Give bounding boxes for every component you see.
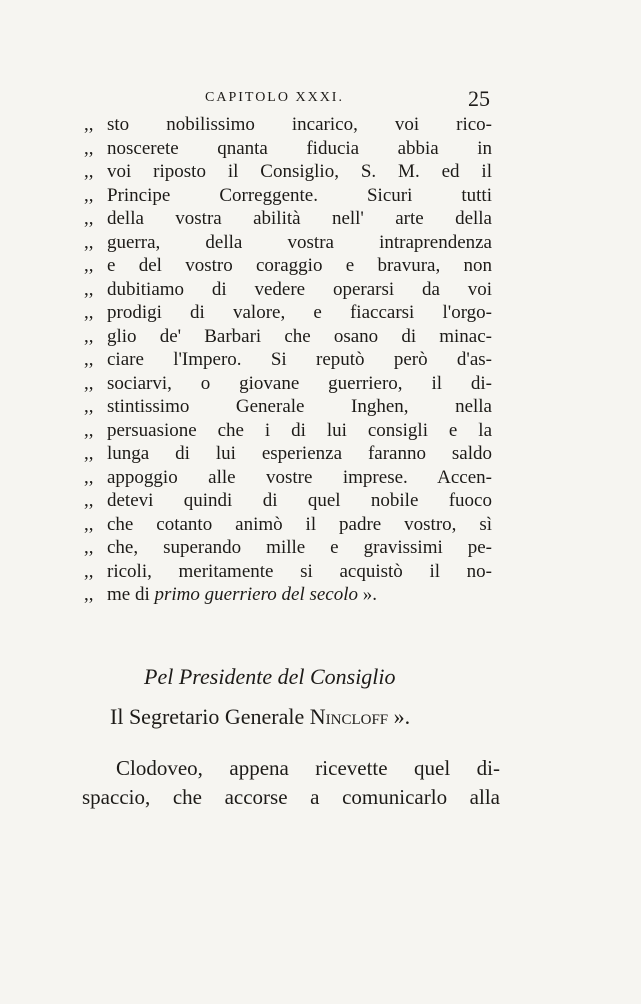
quote-line: ,, Principe Correggente. Sicuri tutti (84, 184, 492, 206)
running-header (205, 88, 490, 110)
quote-line: ,, sto nobilissimo incarico, voi rico- (84, 114, 492, 135)
quote-line: ,, persuasione che i di lui consigli e la (84, 419, 492, 441)
quote-line: ,, stintissimo Generale Inghen, nella (84, 396, 492, 417)
signature-line-2: Il Segretario Generale Nincloff ». (110, 704, 411, 729)
quote-line-last: ,, me di primo guerriero del secolo ». (84, 584, 378, 605)
body-line: spaccio, che accorse a comunicarlo alla (82, 785, 500, 809)
quoted-dispatch (84, 113, 492, 607)
page-number: 25 (468, 86, 490, 111)
quote-line: ,, ciare l'Impero. Si reputò però d'as- (84, 349, 492, 370)
signatory-name: Nincloff (309, 704, 389, 729)
quote-line: ,, voi riposto il Consiglio, S. M. ed il (84, 161, 492, 182)
quote-line: ,, appoggio alle vostre imprese. Accen- (84, 466, 492, 488)
quote-line: ,, glio de' Barbari che osano di minac- (84, 325, 492, 347)
chapter-title: CAPITOLO XXXI. (205, 90, 344, 105)
quote-line: ,, della vostra abilità nell' arte della (84, 208, 492, 229)
quote-line: ,, prodigi di valore, e fiaccarsi l'orgo- (84, 302, 492, 323)
quote-line: ,, detevi quindi di quel nobile fuoco (84, 490, 492, 511)
quote-line: ,, dubitiamo di vedere operarsi da voi (84, 278, 492, 300)
italic-phrase: primo guerriero del secolo (154, 584, 359, 605)
signature-line-1: Pel Presidente del Consiglio (144, 664, 396, 689)
quote-line: ,, che cotanto animò il padre vostro, sì (84, 513, 492, 535)
quote-line: ,, guerra, della vostra intraprendenza (84, 231, 492, 253)
quote-line: ,, lunga di lui esperienza faranno saldo (84, 443, 492, 464)
body-paragraph (82, 754, 500, 812)
quote-line: ,, noscerete qnanta fiducia abbia in (84, 137, 492, 159)
body-line: Clodoveo, appena ricevette quel di- (116, 756, 500, 780)
quote-line: ,, e del vostro coraggio e bravura, non (84, 255, 492, 276)
quote-line: ,, sociarvi, o giovane guerriero, il di- (84, 372, 492, 394)
quote-line: ,, ricoli, meritamente si acquistò il no- (84, 560, 492, 582)
quote-line: ,, che, superando mille e gravissimi pe- (84, 537, 492, 558)
